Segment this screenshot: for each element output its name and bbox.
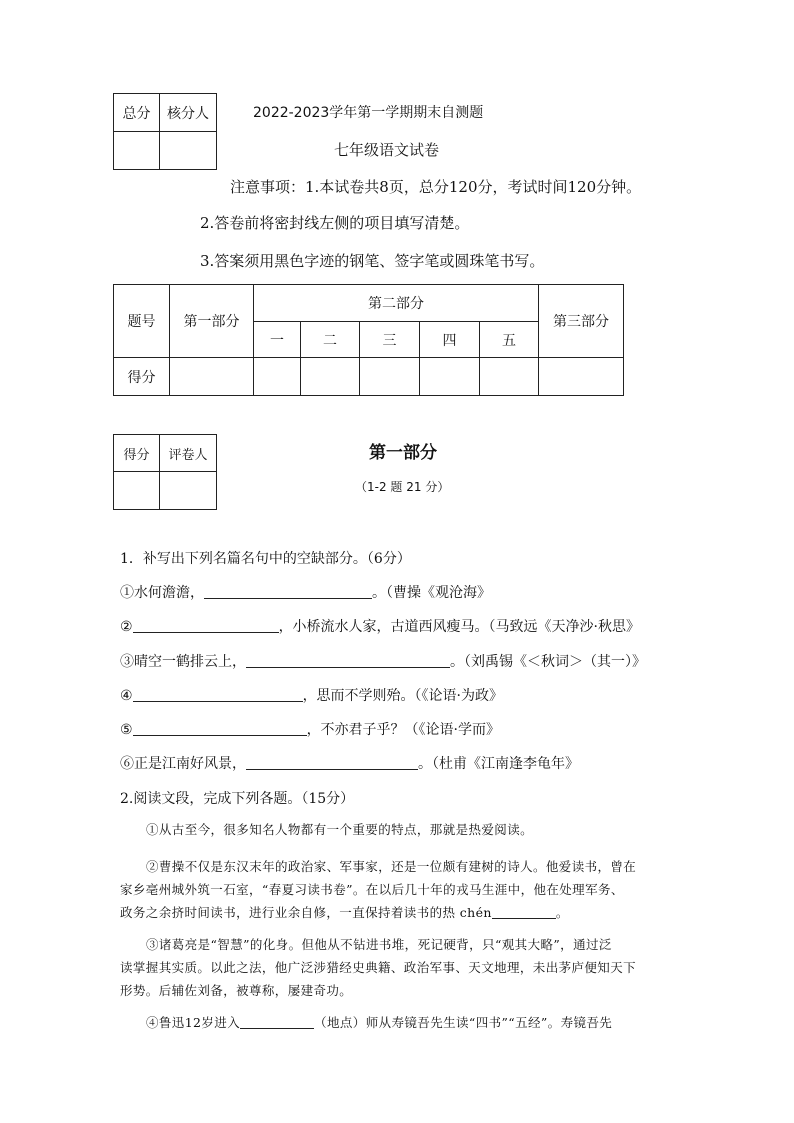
score-cell-sub-2[interactable] bbox=[301, 358, 360, 396]
note-3: 3.答案须用黑色字迹的钢笔、签字笔或圆珠笔书写。 bbox=[200, 252, 545, 270]
q1-blank-6[interactable] bbox=[246, 755, 418, 770]
q1-item-6-pre: ⑥正是江南好风景， bbox=[120, 756, 246, 772]
score-table-row-label: 得分 bbox=[114, 358, 170, 396]
q2-stem: 2.阅读文段，完成下列各题。（15分） bbox=[120, 791, 355, 807]
q1-item-5-pre: ⑤ bbox=[120, 722, 133, 738]
note-1: 注意事项：1.本试卷共8页，总分120分，考试时间120分钟。 bbox=[230, 178, 642, 196]
q1-item-1-post: 。（曹操《观沧海》 bbox=[372, 585, 491, 601]
q1-item-4-pre: ④ bbox=[120, 688, 133, 704]
score-cell-sub-4[interactable] bbox=[420, 358, 480, 396]
q1-blank-3[interactable] bbox=[246, 653, 450, 668]
q2-p4-pre: ④鲁迅12岁进入 bbox=[146, 1015, 241, 1030]
score-table-sub-3: 三 bbox=[360, 322, 420, 358]
grader-score-header: 得分 bbox=[114, 435, 160, 472]
exam-title: 2022-2023学年第一学期期末自测题 bbox=[253, 105, 484, 121]
grader-name-header: 评卷人 bbox=[160, 435, 217, 472]
total-score-cell[interactable] bbox=[114, 132, 160, 170]
score-table-sub-2: 二 bbox=[301, 322, 360, 358]
score-cell-part1[interactable] bbox=[170, 358, 254, 396]
q1-item-3-post: 。（刘禹锡《＜秋词＞（其一）》 bbox=[450, 654, 646, 670]
q1-blank-5[interactable] bbox=[133, 721, 307, 736]
q2-paragraph-2-line-2: 家乡亳州城外筑一石室，“春夏习读书卷”。在以后几十年的戎马生涯中，他在处理军务、 bbox=[120, 882, 624, 897]
score-table-sub-4: 四 bbox=[420, 322, 480, 358]
q2-p2-text: 政务之余挤时间读书，进行业余自修，一直保持着读书的热 chén bbox=[120, 905, 492, 920]
score-table-sub-5: 五 bbox=[480, 322, 539, 358]
q2-paragraph-2-line-1: ②曹操不仅是东汉末年的政治家、军事家，还是一位颇有建树的诗人。他爱读书，曾在 bbox=[146, 859, 637, 874]
exam-subtitle: 七年级语文试卷 bbox=[334, 141, 440, 159]
score-table bbox=[113, 284, 624, 396]
q1-item-1-pre: ①水何澹澹， bbox=[120, 585, 204, 601]
q1-item-2-post: ，小桥流水人家，古道西风瘦马。（马致远《天净沙·秋思》 bbox=[278, 619, 641, 635]
note-2: 2.答卷前将密封线左侧的项目填写清楚。 bbox=[200, 214, 470, 232]
total-score-header: 总分 bbox=[114, 94, 160, 132]
q2-paragraph-1: ①从古至今，很多知名人物都有一个重要的特点，那就是热爱阅读。 bbox=[146, 822, 534, 837]
q1-stem: 1．补写出下列名篇名句中的空缺部分。（6分） bbox=[120, 551, 411, 567]
grader-box bbox=[113, 434, 217, 510]
score-table-part1: 第一部分 bbox=[170, 285, 254, 358]
q1-item-2 bbox=[120, 616, 640, 636]
q2-paragraph-3-line-3: 形势。后辅佐刘备，被尊称，屡建奇功。 bbox=[120, 983, 353, 998]
section-subtitle: （1-2 题 21 分） bbox=[355, 480, 450, 494]
score-cell-sub-3[interactable] bbox=[360, 358, 420, 396]
q2-paragraph-3-line-1: ③诸葛亮是“智慧”的化身。但他从不钻进书堆，死记硬背，只“观其大略”，通过泛 bbox=[146, 937, 612, 952]
q2-paragraph-2-line-3 bbox=[120, 901, 569, 925]
score-table-sub-1: 一 bbox=[254, 322, 301, 358]
q2-p2-end: 。 bbox=[555, 905, 569, 920]
checker-header: 核分人 bbox=[160, 94, 217, 132]
score-cell-part3[interactable] bbox=[539, 358, 624, 396]
score-table-col-title: 题号 bbox=[114, 285, 170, 358]
q1-item-1 bbox=[120, 582, 491, 602]
grader-name-cell[interactable] bbox=[160, 472, 217, 510]
score-table-part3: 第三部分 bbox=[539, 285, 624, 358]
q1-item-5-post: ，不亦君子乎？（《论语·学而》 bbox=[306, 722, 501, 738]
score-cell-sub-5[interactable] bbox=[480, 358, 539, 396]
q1-item-2-pre: ② bbox=[120, 619, 133, 635]
q1-item-4-post: ，思而不学则殆。（《论语·为政》 bbox=[302, 688, 504, 704]
q1-item-3 bbox=[120, 651, 646, 671]
q1-blank-1[interactable] bbox=[204, 584, 372, 599]
q1-item-3-pre: ③晴空一鹤排云上， bbox=[120, 654, 246, 670]
q1-item-6 bbox=[120, 753, 579, 773]
q2-p4-post: （地点）师从寿镜吾先生读“四书”“五经”。寿镜吾先 bbox=[314, 1015, 613, 1030]
q2-paragraph-3-line-2: 读掌握其实质。以此之法，他广泛涉猎经史典籍、政治军事、天文地理，未出茅庐便知天下 bbox=[120, 960, 637, 975]
q1-item-6-post: 。（杜甫《江南逢李龟年》 bbox=[418, 756, 579, 772]
q2-paragraph-4-line-1 bbox=[146, 1011, 612, 1035]
q1-blank-4[interactable] bbox=[133, 687, 303, 702]
q1-blank-2[interactable] bbox=[133, 618, 279, 633]
score-table-part2: 第二部分 bbox=[254, 285, 539, 322]
q2-blank-location[interactable] bbox=[240, 1015, 314, 1029]
checker-cell[interactable] bbox=[160, 132, 217, 170]
section-title: 第一部分 bbox=[369, 443, 437, 463]
q1-item-5 bbox=[120, 719, 500, 739]
score-cell-sub-1[interactable] bbox=[254, 358, 301, 396]
total-score-box bbox=[113, 93, 217, 170]
grader-score-cell[interactable] bbox=[114, 472, 160, 510]
q1-item-4 bbox=[120, 685, 503, 705]
q2-blank-chen[interactable] bbox=[492, 905, 556, 919]
